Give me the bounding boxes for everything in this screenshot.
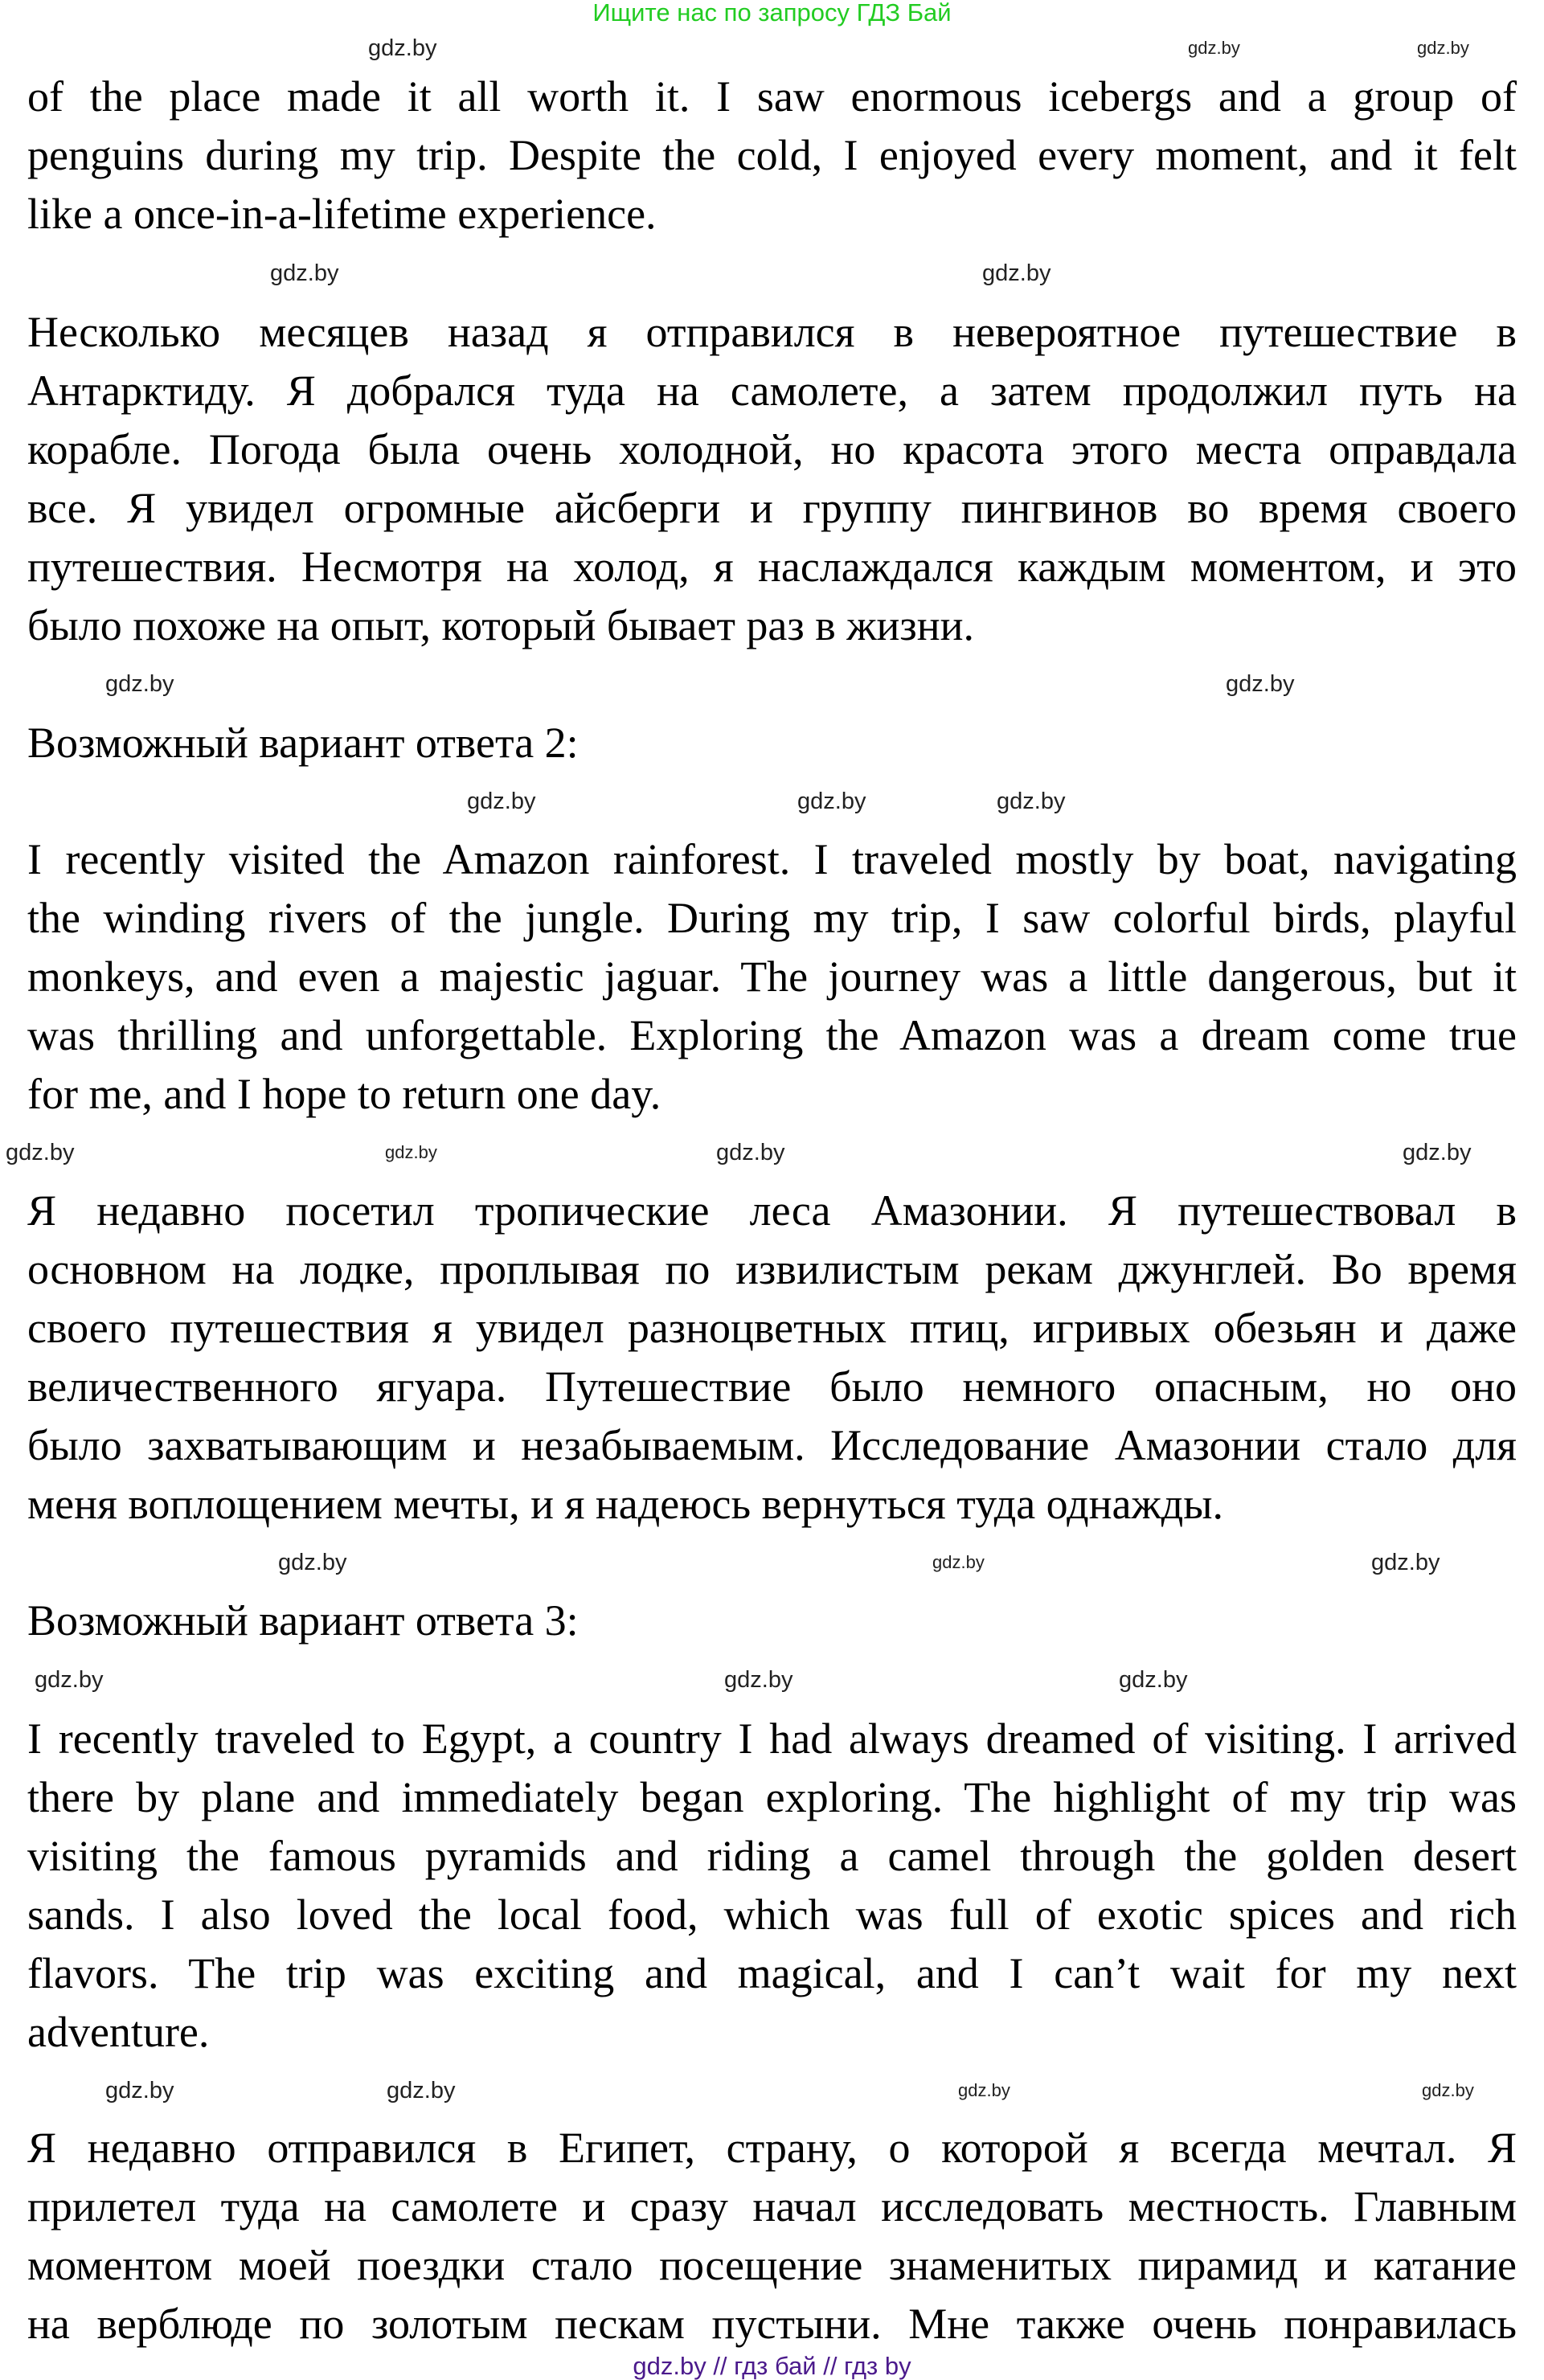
watermark-text: gdz.by [105, 2078, 174, 2103]
paragraph-line: like a once-in-a-lifetime experience. [27, 190, 657, 238]
section-heading: Возможный вариант ответа 2: [27, 719, 579, 767]
paragraph-line: the winding rivers of the jungle. During my trip, I saw colorful birds, playful [27, 894, 1517, 942]
paragraph-line: flavors. The trip was exciting and magical, and I can’t wait for my next [27, 1949, 1517, 1997]
watermark-text: gdz.by [958, 2080, 1010, 2100]
paragraph-line: there by plane and immediately began exploring. The highlight of my trip was [27, 1773, 1517, 1821]
paragraph-line: корабле. Погода была очень холодной, но красота этого места оправдала [27, 425, 1517, 473]
watermark-text: gdz.by [387, 2078, 456, 2103]
watermark-text: gdz.by [105, 671, 174, 697]
paragraph-line: основном на лодке, проплывая по извилистым рекам джунглей. Во время [27, 1245, 1517, 1293]
watermark-text: gdz.by [1422, 2080, 1474, 2100]
paragraph-line: было похоже на опыт, который бывает раз в жизни. [27, 601, 975, 649]
watermark-text: gdz.by [997, 789, 1066, 814]
paragraph-line: прилетел туда на самолете и сразу начал исследовать местность. Главным [27, 2182, 1517, 2230]
paragraph-line: adventure. [27, 2008, 210, 2056]
paragraph-line: величественного ягуара. Путешествие было немного опасным, но оно [27, 1362, 1517, 1411]
watermark-text: gdz.by [1119, 1667, 1188, 1693]
paragraph-line: I recently traveled to Egypt, a country I had always dreamed of visiting. I arrived [27, 1714, 1517, 1763]
watermark-text: gdz.by [1417, 38, 1469, 58]
paragraph-line: of the place made it all worth it. I saw enormous icebergs and a group of [27, 72, 1517, 121]
paragraph-line: sands. I also loved the local food, which was full of exotic spices and rich [27, 1890, 1517, 1939]
paragraph-line: visiting the famous pyramids and riding a camel through the golden desert [27, 1832, 1517, 1880]
watermark-text: gdz.by [724, 1667, 793, 1693]
watermark-text: gdz.by [35, 1667, 104, 1693]
paragraph-line: Я недавно отправился в Египет, страну, о которой я всегда мечтал. Я [27, 2124, 1517, 2172]
watermark-text: gdz.by [1188, 38, 1240, 58]
paragraph-line: Антарктиду. Я добрался туда на самолете, а затем продолжил путь на [27, 367, 1517, 415]
paragraph-line: for me, and I hope to return one day. [27, 1070, 661, 1118]
paragraph-line: путешествия. Несмотря на холод, я наслаждался каждым моментом, и это [27, 543, 1517, 591]
paragraph-line: на верблюде по золотым пескам пустыни. Мне также очень понравилась [27, 2300, 1517, 2348]
watermark-text: gdz.by [1403, 1140, 1472, 1165]
watermark-text: gdz.by [270, 260, 339, 286]
watermark-text: gdz.by [1226, 671, 1295, 697]
paragraph-line: было захватывающим и незабываемым. Исследование Амазонии стало для [27, 1421, 1517, 1469]
watermark-text: gdz.by [716, 1140, 785, 1165]
watermark-text: gdz.by [1371, 1550, 1440, 1575]
watermark-text: gdz.by [278, 1550, 347, 1575]
watermark-text: gdz.by [6, 1140, 75, 1165]
section-heading: Возможный вариант ответа 3: [27, 1596, 579, 1645]
paragraph-line: Я недавно посетил тропические леса Амазонии. Я путешествовал в [27, 1186, 1517, 1235]
paragraph-line: I recently visited the Amazon rainforest. I traveled mostly by boat, navigating [27, 835, 1517, 883]
paragraph-line: меня воплощением мечты, и я надеюсь вернуться туда однажды. [27, 1480, 1224, 1528]
paragraph-line: monkeys, and even a majestic jaguar. The journey was a little dangerous, but it [27, 952, 1517, 1001]
paragraph-line: was thrilling and unforgettable. Exploring the Amazon was a dream come true [27, 1011, 1517, 1059]
paragraph-line: моментом моей поездки стало посещение знаменитых пирамид и катание [27, 2241, 1517, 2289]
watermark-text: gdz.by [368, 35, 437, 61]
paragraph-line: Несколько месяцев назад я отправился в невероятное путешествие в [27, 308, 1517, 356]
watermark-text: gdz.by [797, 789, 866, 814]
watermark-text: gdz.by [385, 1142, 437, 1162]
paragraph-line: penguins during my trip. Despite the cold, I enjoyed every moment, and it felt [27, 131, 1517, 179]
paragraph-line: своего путешествия я увидел разноцветных птиц, игривых обезьян и даже [27, 1304, 1517, 1352]
header-banner: Ищите нас по запросу ГДЗ Бай [592, 0, 952, 27]
watermark-text: gdz.by [932, 1552, 985, 1572]
watermark-text: gdz.by [982, 260, 1051, 286]
footer-banner: gdz.by // гдз бай // гдз by [633, 2352, 911, 2380]
watermark-text: gdz.by [467, 789, 536, 814]
paragraph-line: все. Я увидел огромные айсберги и группу пингвинов во время своего [27, 484, 1517, 532]
